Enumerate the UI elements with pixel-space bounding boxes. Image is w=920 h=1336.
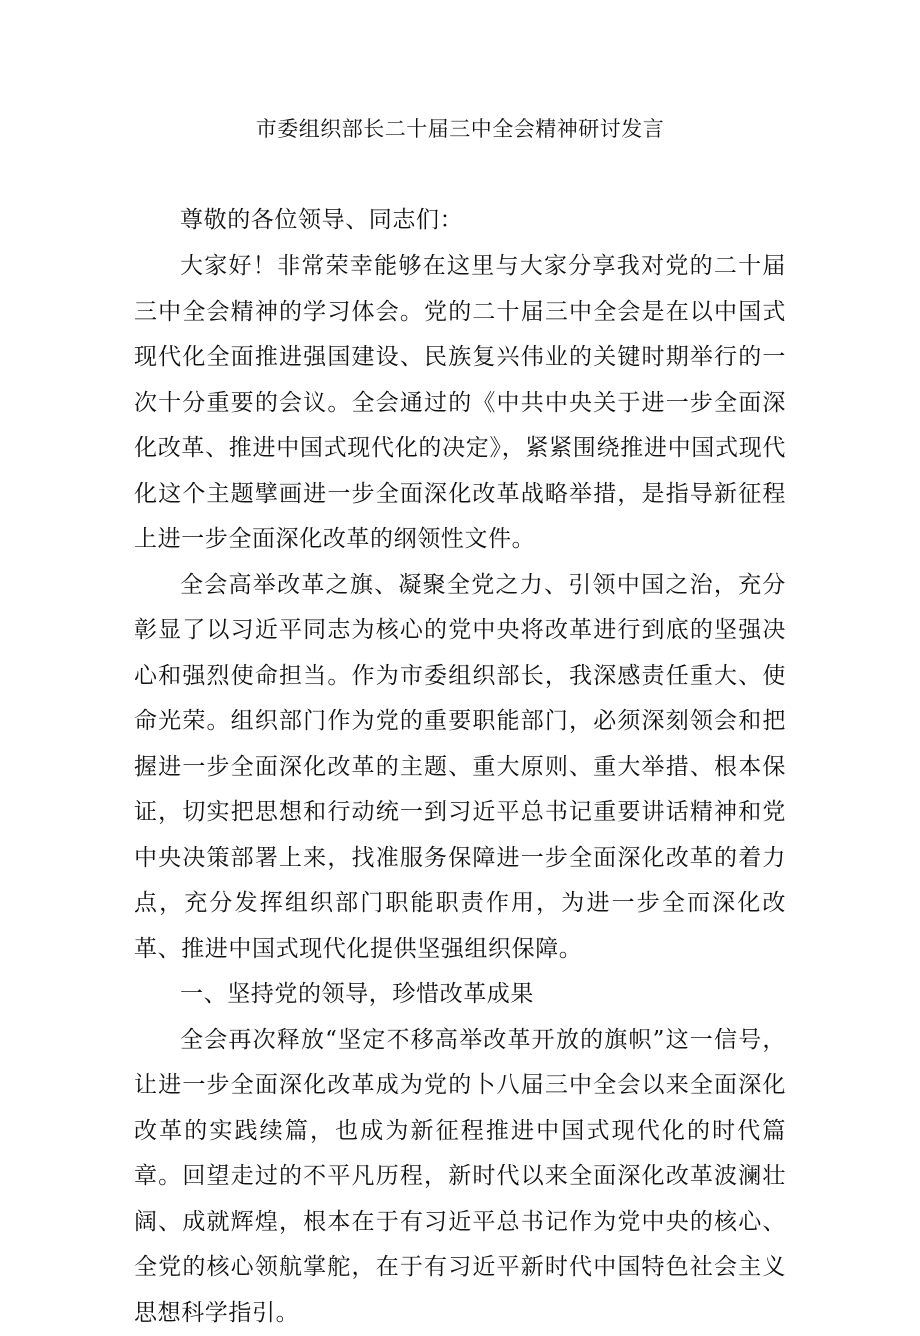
responsibility-paragraph: 全会高举改革之旗、凝聚全党之力、引领中国之治，充分彰显了以习近平同志为核心的党中央将改革进行到底的坚强决心和强烈使命担当。作为市委组织部长，我深感责任重大、使命光荣。组织部门作为党的重要职能部门，必须深刻领会和把握进一步全面深化改革的主题、重大原则、重大举措、根本保证，切实把思想和行动统一到习近平总书记重要讲话精神和党中央决策部署上来，找准服务保障进一步全面深化改革的着力点，充分发挥组织部门职能职责作用，为进一步全而深化改革、推进中国式现代化提供坚强组织保障。 <box>134 563 786 973</box>
section-heading-one: 一、坚持党的领导，珍惜改革成果 <box>134 972 786 1018</box>
opening-paragraph: 大家好！非常荣幸能够在这里与大家分享我对党的二十届三中全会精神的学习体会。党的二十届三中全会是在以中国式现代化全面推进强国建设、民族复兴伟业的关键时期举行的一次十分重要的会议。全会通过的《中共中央关于进一步全面深化改革、推进中国式现代化的决定》，紧紧围绕推进中国式现代化这个主题擘画进一步全面深化改革战略举措，是指导新征程上进一步全面深化改革的纲领性文件。 <box>134 244 786 563</box>
greeting-paragraph: 尊敬的各位领导、同志们： <box>134 198 786 244</box>
document-title: 市委组织部长二十届三中全会精神研讨发言 <box>0 114 920 144</box>
document-body <box>134 198 786 1336</box>
section-one-paragraph: 全会再次释放“坚定不移高举改革开放的旗帜”这一信号，让进一步全面深化改革成为党的卜八届三中全会以来全面深化改革的实践续篇，也成为新征程推进中国式现代化的时代篇章。回望走过的不平凡历程，新时代以来全面深化改革波澜壮阔、成就辉煌，根本在于有习近平总书记作为党中央的核心、全党的核心领航掌舵，在于有习近平新时代中国特色社会主义思想科学指引。 <box>134 1018 786 1336</box>
